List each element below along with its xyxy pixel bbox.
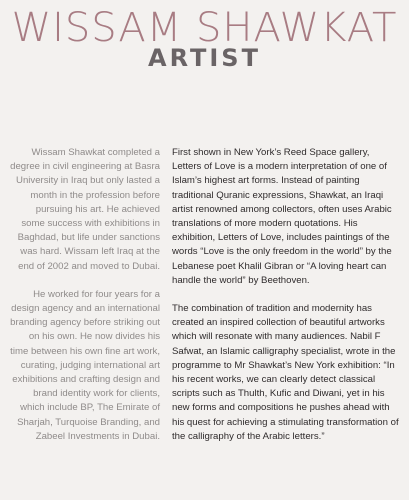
- exhibition-column: [172, 146, 400, 458]
- artist-role-subheading: ARTIST: [148, 44, 261, 72]
- exhibition-paragraph-2: The combination of tradition and modernity has created an inspired collection of beautiful artworks which will resonate with many audiences. Nabil F Safwat, an Islamic calligraphy specialist, wrote in the programme to Mr Shawkat’s New York exhibition: “In his recent works, we can clearly detect classical scripts such as Thulth, Kufic and Diwani, yet in his new forms and compositions he pushes ahead with his quest for achieving a stimulating transformation of the calligraphy of the Arabic letters.”: [172, 303, 399, 442]
- exhibition-paragraph-1: First shown in New York’s Reed Space gallery, Letters of Love is a modern interpretation of one of Islam’s highest art forms. Instead of painting traditional Quranic expressions, Shawkat, an Iraqi artist renowned among collectors, often uses Arabic translations of more modern quotations. His exhibition, Letters of Love, includes paintings of the words “Love is the only freedom in the world” by the Lebanese poet Khalil Gibran or “A loving heart can handle the world” by Beethoven.: [172, 147, 392, 286]
- biography-paragraph-1: Wissam Shawkat completed a degree in civil engineering at Basra University in Iraq but only lasted a month in the profession before pursuing his art. He achieved some success with exhibitions in Baghdad, but life under sanctions was hard. Wissam left Iraq at the end of 2002 and moved to Dubai.: [10, 147, 160, 272]
- biography-column: [10, 146, 160, 458]
- biography-paragraph-2: He worked for four years for a design agency and an international branding agency before striking out on his own. He now divides his time between his own fine art work, curating, judging international art exhibitions and crafting design and brand identity work for clients, which include BP, The Emirate of Sharjah, Turquoise Branding, and Zabeel Investments in Dubai.: [10, 288, 160, 442]
- artist-name-heading: WISSAM SHAWKAT: [11, 5, 398, 51]
